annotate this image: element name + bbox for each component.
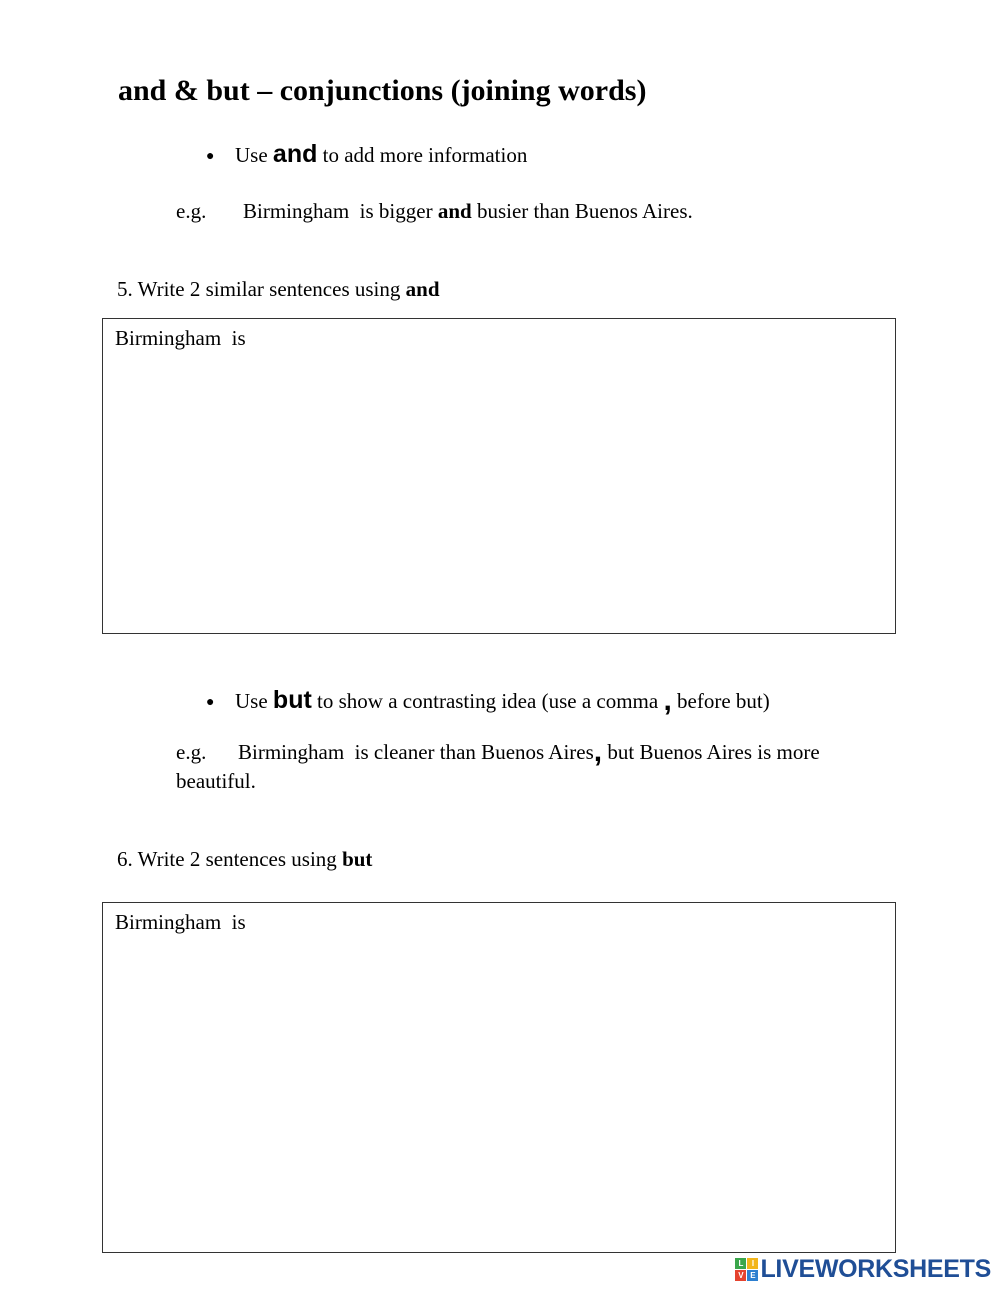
and-example [176, 197, 896, 226]
answer-box-6-prefill: Birmingham is [115, 910, 246, 934]
but-rule-suffix: before but) [677, 689, 770, 713]
but-rule-prefix: Use [235, 689, 268, 713]
and-example-text-before: Birmingham is bigger [243, 199, 433, 223]
and-example-label: e.g. [176, 199, 207, 223]
but-example-comma: , [593, 735, 603, 768]
answer-box-6[interactable] [102, 902, 896, 1253]
and-rule-prefix: Use [235, 143, 268, 167]
but-rule-middle: to show a contrasting idea (use a comma [317, 689, 659, 713]
but-example-text-after: but Buenos Aires is more beautiful. [176, 740, 820, 793]
but-rule-comma: , [663, 684, 672, 717]
logo-mark-icon [735, 1258, 758, 1281]
logo-cell: E [747, 1270, 758, 1281]
question-6-keyword: but [342, 847, 373, 871]
and-example-text-after: busier than Buenos Aires. [476, 199, 693, 223]
and-rule-suffix: to add more information [322, 143, 528, 167]
logo-cell: V [735, 1270, 746, 1281]
logo-text: LIVEWORKSHEETS [760, 1255, 991, 1283]
liveworksheets-logo [735, 1255, 991, 1284]
bullet-dot-icon: ● [206, 695, 215, 711]
answer-box-5-prefill: Birmingham is [115, 326, 246, 350]
but-example [176, 735, 896, 796]
question-5-text: 5. Write 2 similar sentences using [117, 277, 401, 301]
but-rule-bullet [206, 686, 770, 715]
question-6-text: 6. Write 2 sentences using [117, 847, 337, 871]
bullet-dot-icon: ● [206, 149, 215, 165]
and-example-keyword: and [437, 199, 472, 223]
but-rule-keyword: but [272, 686, 312, 714]
and-rule-bullet [206, 140, 527, 169]
logo-cell: L [735, 1258, 746, 1269]
question-5 [117, 277, 440, 302]
question-6 [117, 847, 372, 872]
and-rule-keyword: and [272, 140, 318, 168]
logo-cell: I [747, 1258, 758, 1269]
page-title: and & but – conjunctions (joining words) [118, 74, 647, 107]
answer-box-5[interactable] [102, 318, 896, 634]
but-example-label: e.g. [176, 740, 207, 764]
but-example-text-before: Birmingham is cleaner than Buenos Aires [238, 740, 594, 764]
question-5-keyword: and [405, 277, 440, 301]
